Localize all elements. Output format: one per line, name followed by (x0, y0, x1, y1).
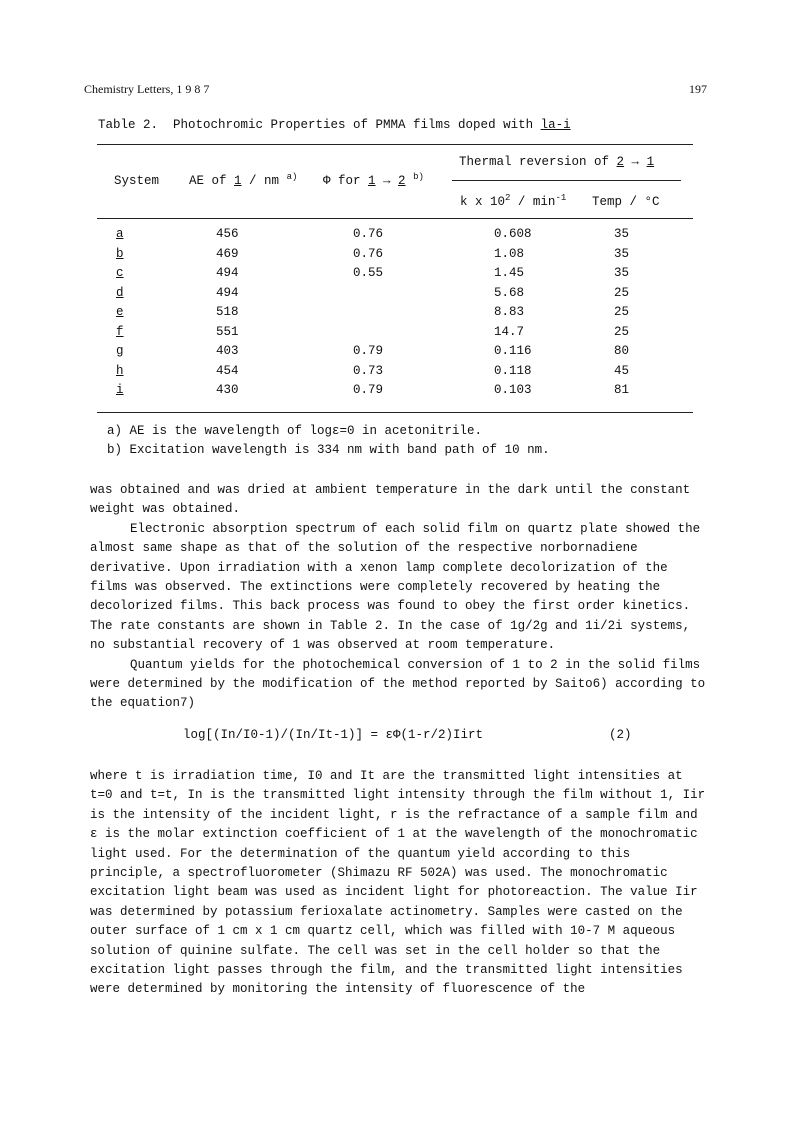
paragraph-4: where t is irradiation time, I0 and It are the transmitted light intensities at t=0 and t=t, In is the transmitted light intensity through the film without 1, Iir is the intensity of the incident light, r is the refractance of a sample film and ε is the molar extinction coefficient of 1 at the wavelength of the monochromatic light used. For the determination of the quantum yield according to this principle, a spectrofluorometer (Shimazu RF 502A) was used. The monochromatic excitation light beam was used as incident light for photoreaction. The value Iir was determined by potassium ferioxalate actinometry. Samples were casted on the outer surface of 1 cm x 1 cm quartz cell, which was filled with 10-7 M aqueous solution of quinine sulfate. The cell was set in the cell holder so that the excitation light passes through the film, and the transmitted light intensities were determined by monitoring the intensity of fluorescence of the (90, 769, 706, 997)
cell-k: 8.83 (494, 305, 525, 319)
col-header-system: System (114, 174, 160, 188)
cell-sys: i (116, 383, 124, 397)
cell-temp: 80 (614, 344, 630, 358)
data-table (98, 225, 693, 401)
table-row (98, 245, 693, 265)
footnote-b: b) Excitation wavelength is 334 nm with band path of 10 nm. (107, 443, 550, 457)
col-header-k: k x $10^2 / \min^{-1}$ (460, 192, 567, 209)
cell-sys: h (116, 363, 124, 378)
cell-temp: 45 (614, 363, 630, 378)
table-row (98, 264, 693, 284)
cell-phi: 0.73 (353, 363, 384, 378)
paragraph-2: Electronic absorption spectrum of each solid film on quartz plate showed the almost same shape as that of the solution of the respective norbornadiene derivative. Upon irradiation with a xenon lamp complete decolorization of the films was observed. The extinctions were completely recovered by heating the decolorized films. This back process was found to obey the first order kinetics. The rate constants are shown in Table 2. In the case of 1g/2g and 1i/2i systems, no substantial recovery of 1 was observed at room temperature. (90, 521, 701, 653)
equation: log[(In/I0-1)/(In/It-1)] = εΦ(1-r/2)Iirt (183, 728, 484, 742)
cell-ae: 494 (216, 266, 239, 280)
cell-sys: g (116, 344, 124, 358)
cell-k: 0.118 (494, 363, 532, 378)
paragraph-3: Quantum yields for the photochemical conversion of 1 to 2 in the solid films were determined by the modification of the method reported by Saito6) according to the equation7) (90, 657, 706, 711)
footnote-a: a) AE is the wavelength of logε=0 in acetonitrile. (107, 424, 483, 438)
table-row (98, 362, 693, 382)
thermal-subrule (452, 180, 681, 181)
cell-k: 0.116 (494, 344, 532, 358)
table-row (98, 381, 693, 401)
cell-temp: 25 (614, 285, 630, 300)
cell-temp: 25 (614, 305, 630, 319)
col-header-ae: AE of 1 / nm $^{a)}$ (189, 171, 298, 188)
table-row (98, 303, 693, 323)
cell-ae: 454 (216, 363, 239, 378)
paragraph-1: was obtained and was dried at ambient temperature in the dark until the constant weight was obtained. (90, 483, 691, 517)
cell-k: 0.103 (494, 383, 532, 397)
page-number: 197 (689, 82, 707, 96)
cell-temp: 35 (614, 227, 630, 241)
cell-phi: 0.76 (353, 246, 384, 261)
cell-sys: c (116, 266, 124, 280)
table-row (98, 323, 693, 343)
table-top-rule (97, 144, 693, 145)
table-row (98, 284, 693, 304)
cell-sys: b (116, 246, 124, 261)
table-row (98, 225, 693, 245)
cell-phi: 0.76 (353, 227, 384, 241)
cell-k: 1.45 (494, 266, 525, 280)
cell-phi: 0.79 (353, 383, 384, 397)
cell-phi: 0.55 (353, 266, 384, 280)
cell-ae: 456 (216, 227, 239, 241)
table-header-rule (97, 218, 693, 219)
table-caption: Table 2. Photochromic Properties of PMMA films doped with la-i (98, 118, 571, 132)
cell-temp: 81 (614, 383, 630, 397)
col-header-phi: Φ for 1 → 2 $^{b)}$ (323, 171, 424, 188)
table-bottom-rule (97, 412, 693, 413)
cell-phi: 0.79 (353, 344, 384, 358)
running-header: Chemistry Letters, 1 9 8 7 (84, 82, 210, 96)
equation-number: (2) (609, 728, 632, 742)
cell-ae: 403 (216, 344, 239, 358)
table-row (98, 342, 693, 362)
cell-k: 0.608 (494, 227, 532, 241)
col-header-temp: Temp / °C (592, 195, 660, 209)
cell-ae: 551 (216, 324, 239, 339)
cell-ae: 494 (216, 285, 239, 300)
cell-phi (353, 284, 494, 304)
cell-ae: 469 (216, 246, 239, 261)
cell-k: 5.68 (494, 285, 525, 300)
body-block-1 (90, 481, 710, 714)
cell-ae: 430 (216, 383, 239, 397)
cell-temp: 35 (614, 246, 630, 261)
cell-sys: e (116, 305, 124, 319)
cell-ae: 518 (216, 305, 239, 319)
cell-phi (353, 323, 494, 343)
cell-k: 1.08 (494, 246, 525, 261)
col-header-thermal: Thermal reversion of 2 → 1 (459, 155, 655, 169)
cell-phi (353, 303, 494, 323)
cell-temp: 25 (614, 324, 630, 339)
cell-sys: a (116, 227, 124, 241)
cell-temp: 35 (614, 266, 630, 280)
cell-sys: d (116, 285, 124, 300)
body-block-2 (90, 767, 710, 1000)
cell-k: 14.7 (494, 324, 525, 339)
cell-sys: f (116, 324, 124, 339)
